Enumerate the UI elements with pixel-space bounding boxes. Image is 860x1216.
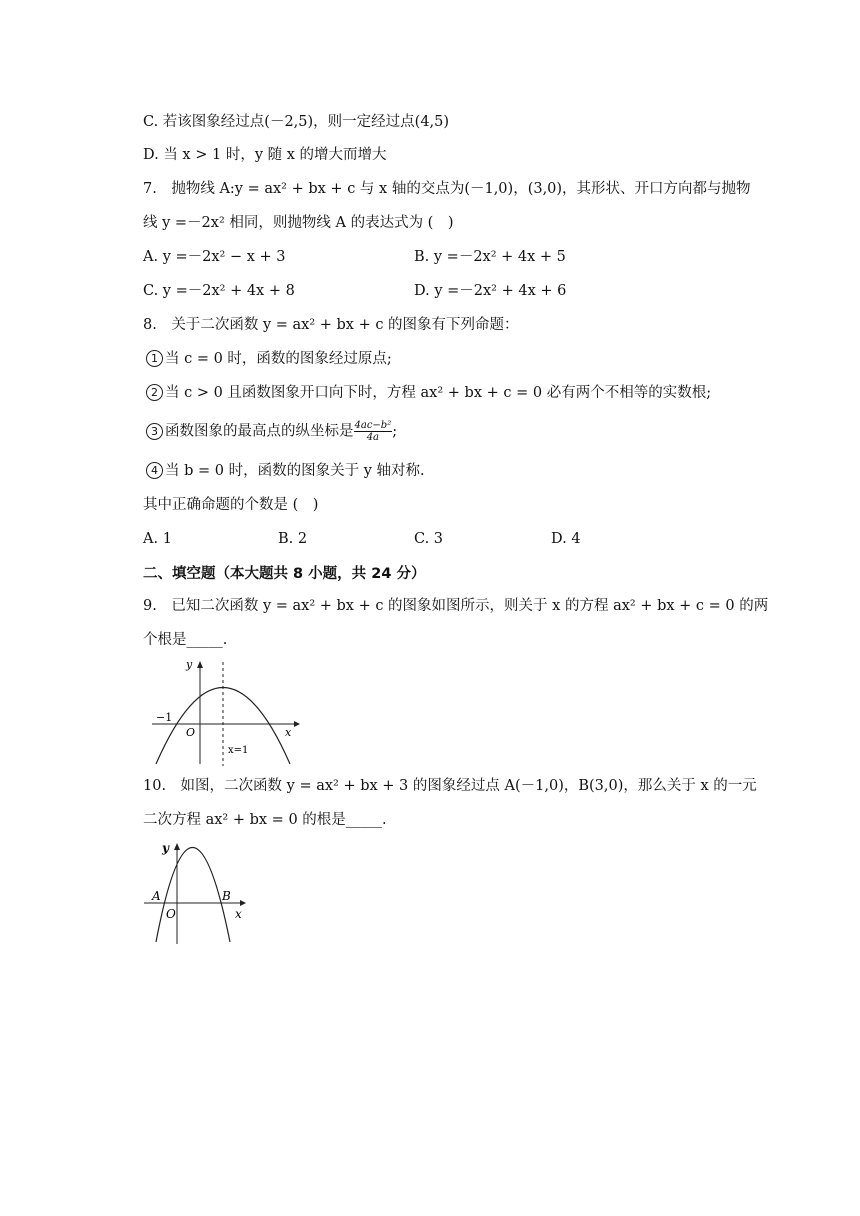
y-axis-label: y [186, 658, 193, 671]
point-a-label: A [152, 889, 161, 903]
circled-number-3: 3 [146, 423, 163, 440]
y-axis-arrow-icon [174, 843, 180, 850]
q6-option-c: C. 若该图象经过点(－2,5)，则一定经过点(4,5) [143, 114, 450, 130]
q8-proposition-2-text: 当 c > 0 且函数图象开口向下时，方程 ax² + bx + c = 0 必有两个不相等的实数根; [165, 385, 712, 401]
q8-fraction [354, 420, 393, 443]
q10-stem-line2: 二次方程 ax² + bx = 0 的根是_____. [143, 812, 387, 828]
q10-parabola-figure [142, 838, 254, 948]
q8-stem: 8. 关于二次函数 y = ax² + bx + c 的图象有下列命题： [143, 317, 519, 333]
q10-stem-line1: 10. 如图，二次函数 y = ax² + bx + 3 的图象经过点 A(－1,0)，B(3,0)，那么关于 x 的一元 [143, 778, 757, 794]
circled-number-1: 1 [146, 350, 163, 367]
x-axis-label: x [285, 726, 292, 739]
q8-proposition-1-text: 当 c = 0 时，函数的图象经过原点; [165, 351, 392, 367]
q8-question: 其中正确命题的个数是 ( ) [143, 497, 319, 513]
y-axis-label: y [162, 841, 169, 855]
q8-proposition-3 [146, 420, 397, 443]
q7-stem-line2: 线 y =－2x² 相同，则抛物线 A 的表达式为 ( ) [143, 215, 454, 231]
q8-proposition-4-text: 当 b = 0 时，函数的图象关于 y 轴对称. [165, 463, 425, 479]
origin-label: O [186, 726, 196, 739]
q8-proposition-3-end: ; [392, 423, 398, 440]
q9-parabola-figure [148, 656, 308, 768]
section-2-heading: 二、填空题（本大题共 8 小题，共 24 分） [143, 566, 426, 582]
fraction-numerator: 4ac−b² [354, 420, 392, 431]
x-axis-arrow-icon [294, 721, 300, 727]
q7-option-a: A. y =－2x² − x + 3 [143, 249, 286, 265]
q7-stem-line1: 7. 抛物线 A:y = ax² + bx + c 与 x 轴的交点为(－1,0)，(3,0)，其形状、开口方向都与抛物 [143, 181, 751, 197]
x-axis-label: x [235, 907, 242, 921]
point-b-label: B [222, 889, 231, 903]
y-axis-arrow-icon [197, 661, 203, 668]
q6-option-d: D. 当 x > 1 时，y 随 x 的增大而增大 [143, 147, 387, 163]
q7-option-d: D. y =－2x² + 4x + 6 [414, 283, 567, 299]
parabola-curve [156, 848, 230, 943]
q8-proposition-4 [146, 461, 425, 481]
q8-option-a: A. 1 [143, 531, 172, 547]
symmetry-axis-label: x=1 [228, 745, 249, 756]
q7-option-c: C. y =－2x² + 4x + 8 [143, 283, 295, 299]
circled-number-4: 4 [146, 462, 163, 479]
q7-option-b: B. y =－2x² + 4x + 5 [414, 249, 566, 265]
origin-label: O [166, 907, 176, 921]
q9-stem-line2: 个根是_____. [143, 632, 228, 648]
circled-number-2: 2 [146, 384, 163, 401]
q8-proposition-3-text: 函数图象的最高点的纵坐标是 [165, 423, 354, 440]
q8-option-c: C. 3 [414, 531, 444, 547]
q9-stem-line1: 9. 已知二次函数 y = ax² + bx + c 的图象如图所示，则关于 x 的方程 ax² + bx + c = 0 的两 [143, 598, 769, 614]
x-axis-arrow-icon [240, 900, 246, 906]
q8-option-d: D. 4 [551, 531, 581, 547]
q8-option-b: B. 2 [278, 531, 308, 547]
fraction-denominator: 4a [366, 432, 380, 443]
q8-proposition-2 [146, 383, 711, 403]
neg-one-label: −1 [156, 711, 173, 724]
q8-proposition-1 [146, 349, 392, 369]
